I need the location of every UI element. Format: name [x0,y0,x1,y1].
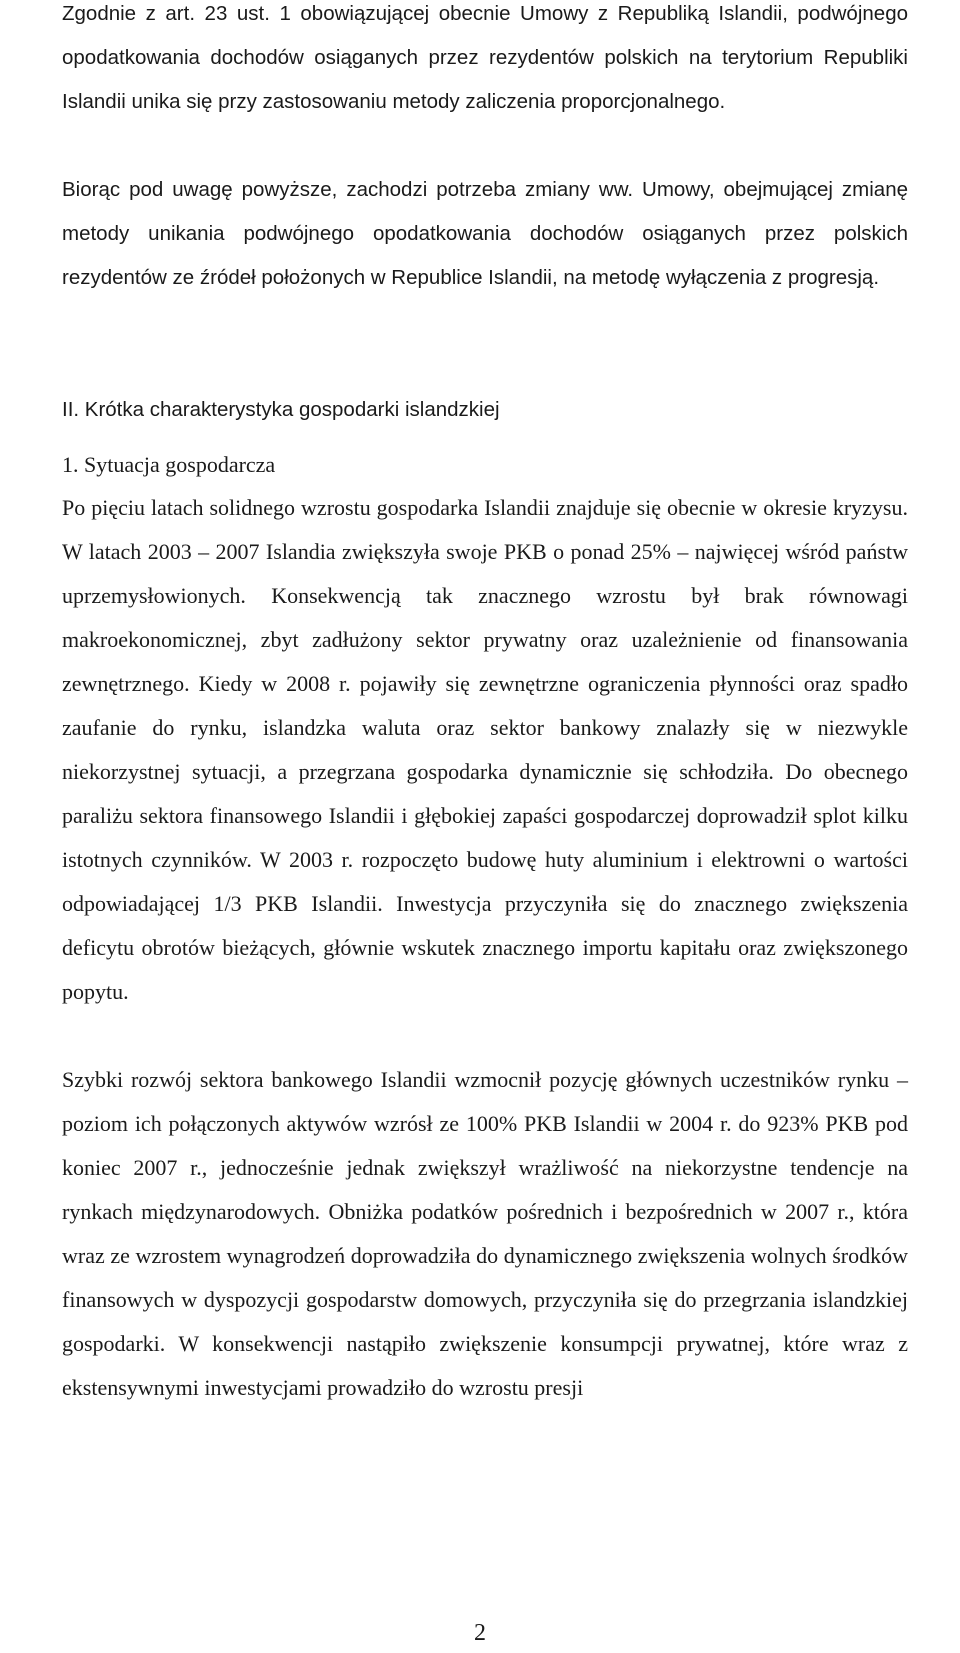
paragraph-2: Biorąc pod uwagę powyższe, zachodzi potrzeba zmiany ww. Umowy, obejmującej zmianę metody unikania podwójnego opodatkowania dochodów osiąganych przez polskich rezydentów ze źródeł położonych w Republice Islandii, na metodę wyłączenia z progresją. [62,178,908,289]
subsection-heading: 1. Sytuacja gospodarcza [62,452,276,477]
section-heading: II. Krótka charakterystyka gospodarki islandzkiej [62,398,500,421]
paragraph-4: Szybki rozwój sektora bankowego Islandii wzmocnił pozycję głównych uczestników rynku – poziom ich połączonych aktywów wzrósł ze 100% PKB Islandii w 2004 r. do 923% PKB pod koniec 2007 r., jednocześnie jednak zwiększył wrażliwość na niekorzystne tendencje na rynkach międzynarodowych. Obniżka podatków pośrednich i bezpośrednich w 2007 r., która wraz ze wzrostem wynagrodzeń doprowadziła do dynamicznego zwiększenia wolnych środków finansowych w dyspozycji gospodarstw domowych, przyczyniła się do przegrzania islandzkiej gospodarki. W konsekwencji nastąpiło zwiększenie konsumpcji prywatnej, które wraz z ekstensywnymi inwestycjami prowadziło do wzrostu presji [62,1067,908,1400]
paragraph-1: Zgodnie z art. 23 ust. 1 obowiązującej obecnie Umowy z Republiką Islandii, podwójnego opodatkowania dochodów osiąganych przez rezydentów polskich na terytorium Republiki Islandii unika się przy zastosowaniu metody zaliczenia proporcjonalnego. [62,2,908,113]
page-number: 2 [474,1620,486,1646]
paragraph-3: Po pięciu latach solidnego wzrostu gospodarka Islandii znajduje się obecnie w okresie kryzysu. W latach 2003 – 2007 Islandia zwiększyła swoje PKB o ponad 25% – najwięcej wśród państw uprzemysłowionych. Konsekwencją tak znacznego wzrostu był brak równowagi makroekonomicznej, zbyt zadłużony sektor prywatny oraz uzależnienie od finansowania zewnętrznego. Kiedy w 2008 r. pojawiły się zewnętrzne ograniczenia płynności oraz spadło zaufanie do rynku, islandzka waluta oraz sektor bankowy znalazły się w niezwykle niekorzystnej sytuacji, a przegrzana gospodarka dynamicznie się schłodziła. Do obecnego paraliżu sektora finansowego Islandii i głębokiej zapaści gospodarczej doprowadził splot kilku istotnych czynników. W 2003 r. rozpoczęto budowę huty aluminium i elektrowni o wartości odpowiadającej 1/3 PKB Islandii. Inwestycja przyczyniła się do znacznego zwiększenia deficytu obrotów bieżących, głównie wskutek znacznego importu kapitału oraz zwiększonego popytu. [62,495,908,1004]
